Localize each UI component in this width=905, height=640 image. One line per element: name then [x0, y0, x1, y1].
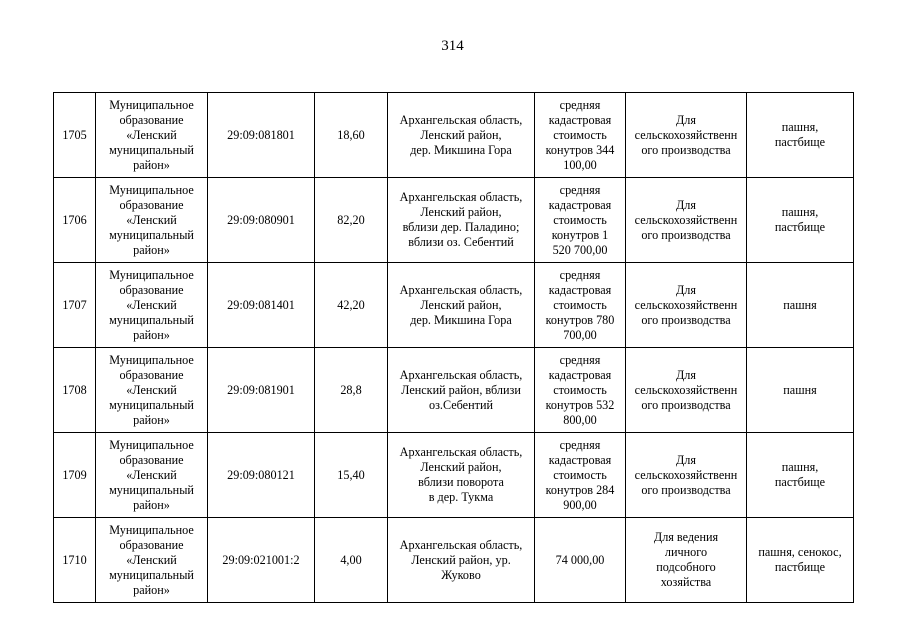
- cadastral-number-cell: 29:09:081801: [208, 93, 315, 178]
- page-number: 314: [441, 38, 464, 54]
- cadastral-number-cell: 29:09:081901: [208, 348, 315, 433]
- area-cell: 82,20: [315, 178, 388, 263]
- land-type-cell: пашня: [747, 348, 854, 433]
- table-row: [54, 348, 854, 433]
- owner-cell: Муниципальное образование «Ленский муниципальный район»: [96, 433, 208, 518]
- cost-cell: средняя кадастровая стоимость конутров 780 700,00: [535, 263, 626, 348]
- cadastral-number-cell: 29:09:081401: [208, 263, 315, 348]
- land-type-cell: пашня, пастбище: [747, 93, 854, 178]
- land-type-cell: пашня, сенокос, пастбище: [747, 518, 854, 603]
- land-registry-table: [53, 92, 854, 603]
- land-type-cell: пашня, пастбище: [747, 178, 854, 263]
- location-cell: Архангельская область, Ленский район, дер. Микшина Гора: [388, 93, 535, 178]
- row-number: 1707: [54, 263, 96, 348]
- row-number: 1709: [54, 433, 96, 518]
- cost-cell: 74 000,00: [535, 518, 626, 603]
- table-row: [54, 518, 854, 603]
- purpose-cell: Для сельскохозяйственн ого производства: [626, 263, 747, 348]
- row-number: 1705: [54, 93, 96, 178]
- table-row: [54, 433, 854, 518]
- row-number: 1710: [54, 518, 96, 603]
- area-cell: 28,8: [315, 348, 388, 433]
- location-cell: Архангельская область, Ленский район, дер. Микшина Гора: [388, 263, 535, 348]
- row-number: 1706: [54, 178, 96, 263]
- cost-cell: средняя кадастровая стоимость конутров 284 900,00: [535, 433, 626, 518]
- cost-cell: средняя кадастровая стоимость конутров 532 800,00: [535, 348, 626, 433]
- cadastral-number-cell: 29:09:080901: [208, 178, 315, 263]
- land-type-cell: пашня: [747, 263, 854, 348]
- area-cell: 42,20: [315, 263, 388, 348]
- cadastral-number-cell: 29:09:080121: [208, 433, 315, 518]
- purpose-cell: Для ведения личного подсобного хозяйства: [626, 518, 747, 603]
- area-cell: 4,00: [315, 518, 388, 603]
- owner-cell: Муниципальное образование «Ленский муниципальный район»: [96, 263, 208, 348]
- purpose-cell: Для сельскохозяйственн ого производства: [626, 348, 747, 433]
- cadastral-number-cell: 29:09:021001:2: [208, 518, 315, 603]
- owner-cell: Муниципальное образование «Ленский муниципальный район»: [96, 93, 208, 178]
- purpose-cell: Для сельскохозяйственн ого производства: [626, 93, 747, 178]
- purpose-cell: Для сельскохозяйственн ого производства: [626, 178, 747, 263]
- cost-cell: средняя кадастровая стоимость конутров 344 100,00: [535, 93, 626, 178]
- row-number: 1708: [54, 348, 96, 433]
- location-cell: Архангельская область, Ленский район, вблизи поворота в дер. Тукма: [388, 433, 535, 518]
- location-cell: Архангельская область, Ленский район, ур. Жуково: [388, 518, 535, 603]
- table-row: [54, 178, 854, 263]
- owner-cell: Муниципальное образование «Ленский муниципальный район»: [96, 178, 208, 263]
- owner-cell: Муниципальное образование «Ленский муниципальный район»: [96, 348, 208, 433]
- area-cell: 15,40: [315, 433, 388, 518]
- land-type-cell: пашня, пастбище: [747, 433, 854, 518]
- cost-cell: средняя кадастровая стоимость конутров 1 520 700,00: [535, 178, 626, 263]
- location-cell: Архангельская область, Ленский район, вблизи оз.Себентий: [388, 348, 535, 433]
- purpose-cell: Для сельскохозяйственн ого производства: [626, 433, 747, 518]
- area-cell: 18,60: [315, 93, 388, 178]
- table-row: [54, 263, 854, 348]
- owner-cell: Муниципальное образование «Ленский муниципальный район»: [96, 518, 208, 603]
- location-cell: Архангельская область, Ленский район, вблизи дер. Паладино; вблизи оз. Себентий: [388, 178, 535, 263]
- table-row: [54, 93, 854, 178]
